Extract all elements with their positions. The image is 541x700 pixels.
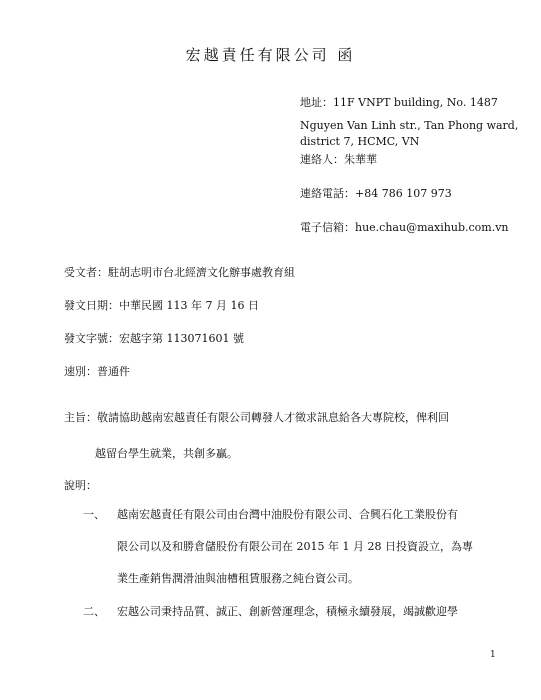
address-line3: district 7, HCMC, VN bbox=[300, 135, 420, 148]
speed-class-value: 普通件 bbox=[97, 365, 130, 378]
subject-line1: 敬請協助越南宏越責任有限公司轉發人才徵求訊息給各大專院校，俾利回 bbox=[97, 411, 449, 424]
phone-line bbox=[300, 186, 520, 202]
reference-line bbox=[64, 331, 244, 347]
address-label: 地址： bbox=[300, 96, 333, 109]
item-line: 越南宏越責任有限公司由台灣中油股份有限公司、合興石化工業股份有 bbox=[117, 508, 458, 521]
item-text bbox=[117, 604, 497, 620]
address-line bbox=[300, 95, 520, 111]
item-line: 限公司以及和勝倉儲股份有限公司在 2015 年 1 月 28 日投資設立，為專 bbox=[117, 540, 473, 553]
phone-label: 連絡電話： bbox=[300, 187, 355, 200]
reference-value: 宏越字第 113071601 號 bbox=[119, 332, 244, 345]
email-value[interactable]: hue.chau@maxihub.com.vn bbox=[355, 221, 509, 234]
date-line bbox=[64, 298, 259, 314]
email-line bbox=[300, 220, 520, 236]
subject-block bbox=[64, 410, 504, 462]
address-continued bbox=[300, 118, 520, 150]
contact-person-label: 連絡人： bbox=[300, 153, 344, 166]
item-line: 業生產銷售潤滑油與油槽租賃服務之純台資公司。 bbox=[117, 572, 359, 585]
date-value: 中華民國 113 年 7 月 16 日 bbox=[119, 299, 259, 312]
recipient-value: 駐胡志明市台北經濟文化辦事處教育組 bbox=[108, 266, 295, 279]
reference-label: 發文字號： bbox=[64, 332, 119, 345]
item-number: 二、 bbox=[83, 605, 105, 618]
date-label: 發文日期： bbox=[64, 299, 119, 312]
email-label: 電子信箱： bbox=[300, 221, 355, 234]
address-line2: Nguyen Van Linh str., Tan Phong ward, bbox=[300, 119, 519, 132]
speed-class-label: 速別： bbox=[64, 365, 97, 378]
recipient-label: 受文者： bbox=[64, 266, 108, 279]
subject-line2: 越留台學生就業，共創多贏。 bbox=[95, 447, 238, 460]
phone-value: +84 786 107 973 bbox=[355, 187, 452, 200]
item-number: 一、 bbox=[83, 508, 105, 521]
speed-class-line bbox=[64, 364, 130, 380]
item-text bbox=[117, 507, 497, 587]
contact-person-line bbox=[300, 152, 520, 168]
item-line: 宏越公司秉持品質、誠正、創新營運理念，積極永續發展，竭誠歡迎學 bbox=[117, 605, 458, 618]
letterhead-title: 宏越責任有限公司 函 bbox=[185, 46, 356, 64]
page-number: 1 bbox=[490, 650, 496, 660]
contact-person-value: 朱華華 bbox=[344, 153, 377, 166]
address-value: 11F VNPT building, No. 1487 bbox=[333, 96, 498, 109]
recipient-line bbox=[64, 265, 295, 281]
subject-label: 主旨： bbox=[64, 411, 97, 424]
explanation-label: 說明： bbox=[64, 479, 97, 492]
